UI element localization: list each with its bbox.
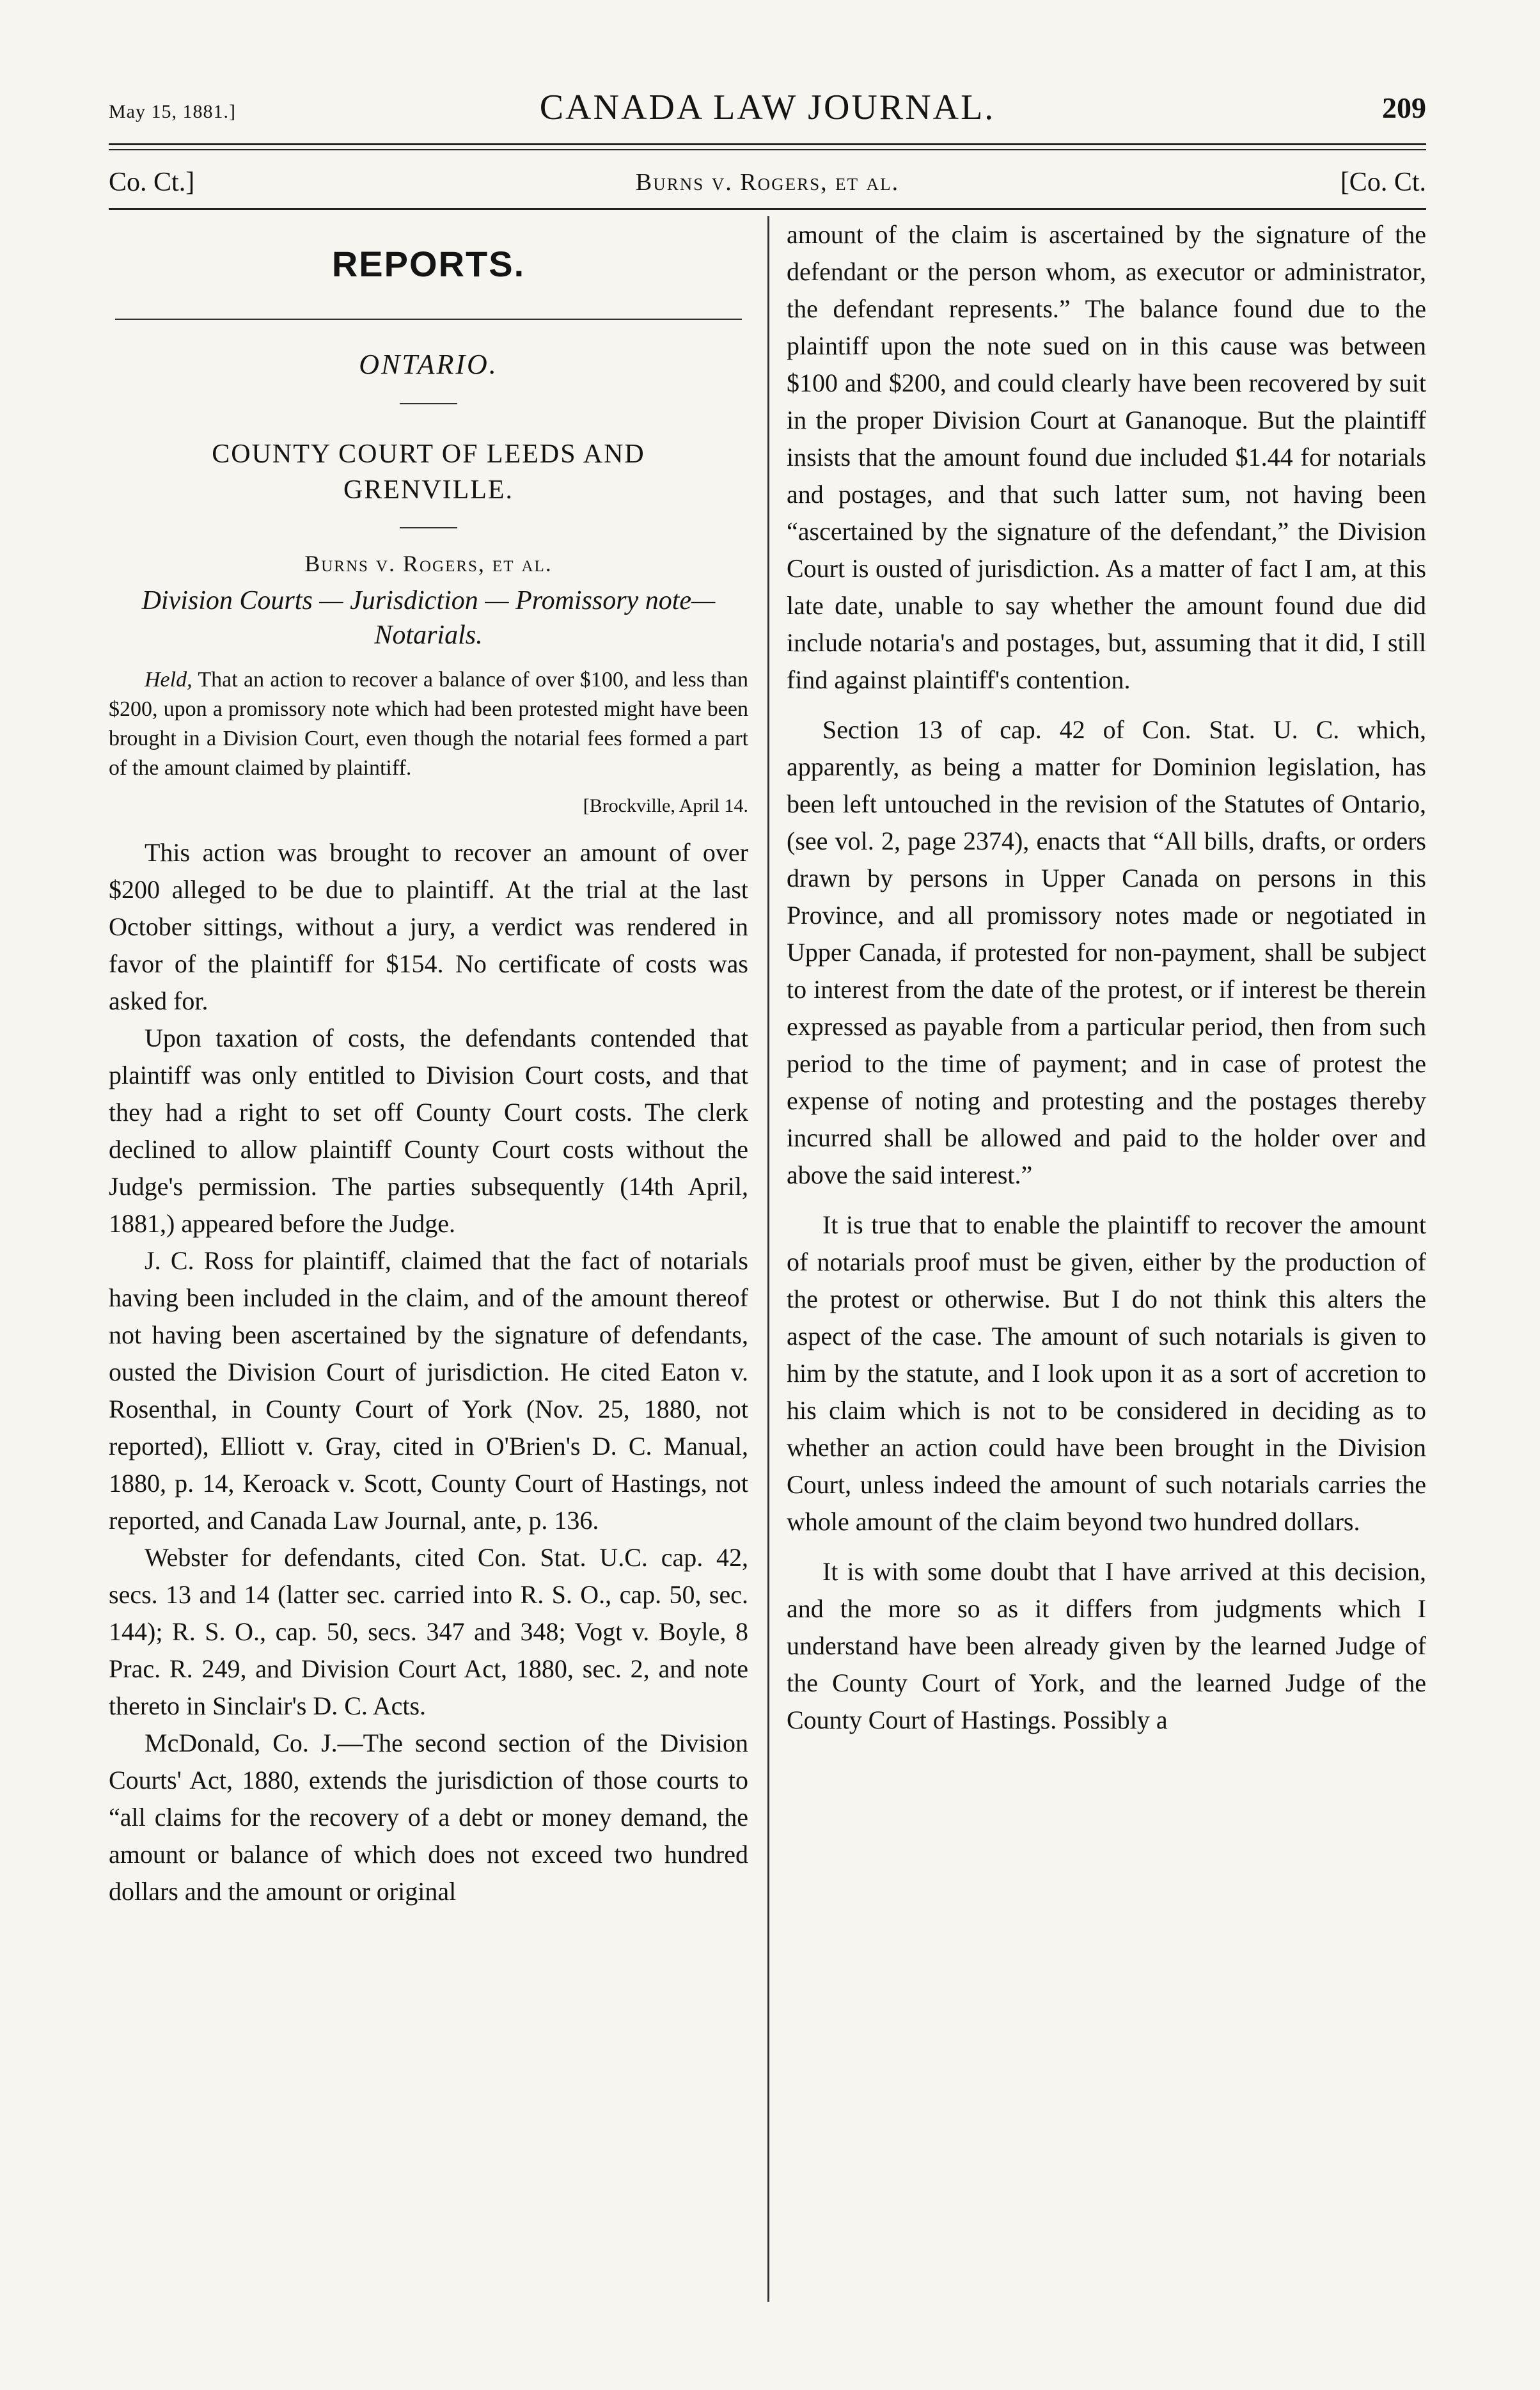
paragraph: This action was brought to recover an amount of over $200 alleged to be due to plaintiff. At the trial at the last October sittings, without a jury, a verdict was rendered in favor of the plaintiff for $154. No certificate of costs was asked for. (109, 838, 748, 1015)
held-text: That an action to recover a balance of over $100, and less than $200, upon a promissory note which had been protested might have been brought in a Division Court, even though the notarial fees formed a part of the amount claimed by plaintiff. (109, 668, 748, 780)
paragraph: Webster for defendants, cited Con. Stat. U.C. cap. 42, secs. 13 and 14 (latter sec. carried into R. S. O., cap. 50, sec. 144); R. S. O., cap. 50, secs. 347 and 348; Vogt v. Boyle, 8 Prac. R. 249, and Division Court Act, 1880, sec. 2, and note thereto in Sinclair's D. C. Acts. (109, 1543, 748, 1720)
paragraph-gap (787, 1194, 1426, 1207)
catchwords: Division Courts — Jurisdiction — Promissory note—Notarials. (141, 586, 716, 650)
sub-head-left: Co. Ct.] (109, 168, 195, 197)
paragraph: McDonald, Co. J.—The second section of the Division Courts' Act, 1880, extends the jurisdiction of those courts to “all claims for the recovery of a debt or money demand, the amount or balance of which does not exceed two hundred dollars and the amount or original (109, 1729, 748, 1906)
court-heading: COUNTY COURT OF LEEDS AND GRENVILLE. (212, 439, 645, 505)
page-number: 209 (1382, 91, 1426, 124)
paragraph: amount of the claim is ascertained by the signature of the defendant or the person whom, as executor or administrator, the defendant represents.” The balance found due to the plaintiff upon the note sued on in this cause was between $100 and $200, and could clearly have been recovered by suit in the proper Division Court at Gananoque. But the plaintiff insists that the amount found due included $1.44 for notarials and postages, and that such latter sum, not having been “ascertained by the signature of the defendant,” the Division Court is ousted of jurisdiction. As a matter of fact I am, at this late date, unable to say whether the amount found due did include notaria's and postages, but, assuming that it did, I still find against plaintiff's contention. (787, 220, 1426, 694)
paragraph: It is true that to enable the plaintiff to recover the amount of notarials proof must be given, either by the production of the protest or otherwise. But I do not think this alters the aspect of the case. The amount of such notarials is given to him by the statute, and I look upon it as a sort of accretion to his claim which is not to be considered in deciding as to whether an action could have been brought in the Division Court, unless indeed the amount of such notarials carries the whole amount of the claim beyond two hundred dollars. (787, 1210, 1426, 1536)
short-rule (400, 527, 457, 528)
column-divider (767, 216, 769, 2302)
running-head (109, 83, 1426, 134)
short-rule (400, 403, 457, 404)
journal-page (109, 83, 1426, 2327)
journal-title: CANADA LAW JOURNAL. (539, 88, 996, 127)
paragraph: It is with some doubt that I have arrived at this decision, and the more so as it differs from judgments which I understand have been already given by the learned Judge of the County Court of York, and the learned Judge of the County Court of Hastings. Possibly a (787, 1557, 1426, 1734)
paragraph: Upon taxation of costs, the defendants contended that plaintiff was only entitled to Division Court costs, and that they had a right to set off County Court costs. The clerk declined to allow plaintiff County Court costs without the Judge's permission. The parties subsequently (14th April, 1881,) appeared before the Judge. (109, 1024, 748, 1238)
held-word: Held, (145, 668, 192, 692)
header-double-rule (109, 143, 1426, 150)
paragraph: Section 13 of cap. 42 of Con. Stat. U. C. which, apparently, as being a matter for Dominion legislation, has been left untouched in the revision of the Statutes of Ontario, (see vol. 2, page 2374), enacts that “All bills, drafts, or orders drawn by persons in Upper Canada on persons in this Province, and all promissory notes made or negotiated in Upper Canada, if protested for non-payment, shall be subject to interest from the date of the protest, or if interest be therein expressed as payable from a particular period, then from such period to the time of payment; and in case of protest the expense of noting and protesting and the postages thereby incurred shall be allowed and paid to the holder over and above the said interest.” (787, 715, 1426, 1189)
sub-head-right: [Co. Ct. (1340, 168, 1426, 197)
header-rule (109, 208, 1426, 210)
section-title: REPORTS. (331, 244, 526, 284)
headnote (109, 665, 748, 783)
sub-head-case: Burns v. Rogers, et al. (635, 169, 900, 196)
sub-head (109, 150, 1426, 208)
right-column (787, 216, 1426, 1739)
case-name: Burns v. Rogers, et al. (304, 551, 553, 576)
body-columns (109, 216, 1426, 2327)
left-column (109, 216, 748, 1910)
section-rule (115, 319, 742, 320)
province-heading: ONTARIO. (359, 349, 498, 380)
issue-date: May 15, 1881.] (109, 101, 236, 122)
paragraph-gap (787, 1540, 1426, 1553)
paragraph-gap (787, 699, 1426, 711)
court-location-date: [Brockville, April 14. (583, 795, 748, 816)
paragraph: J. C. Ross for plaintiff, claimed that the fact of notarials having been included in the claim, and of the amount thereof not having been ascertained by the signature of defendants, ousted the Division Court of jurisdiction. He cited Eaton v. Rosenthal, in County Court of York (Nov. 25, 1880, not reported), Elliott v. Gray, cited in O'Brien's D. C. Manual, 1880, p. 14, Keroack v. Scott, County Court of Hastings, not reported, and Canada Law Journal, ante, p. 136. (109, 1246, 748, 1535)
